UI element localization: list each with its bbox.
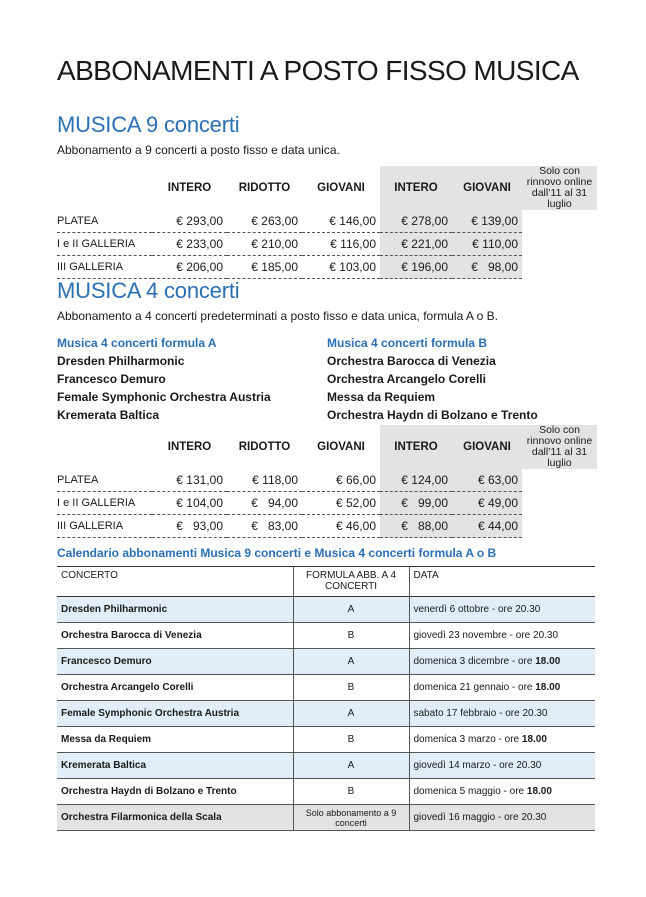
concert-formula: B xyxy=(293,675,409,701)
concert-name: Orchestra Arcangelo Corelli xyxy=(57,675,293,701)
online-note: Solo con rinnovo online dall’11 al 31 luglio xyxy=(522,425,597,469)
price-cell: € 293,00 xyxy=(152,210,227,233)
concert-date: domenica 3 dicembre - ore 18.00 xyxy=(409,649,595,675)
header-intero: INTERO xyxy=(167,182,212,194)
price-cell: € 103,00 xyxy=(302,256,380,279)
table-row xyxy=(57,753,595,779)
concert-name: Francesco Demuro xyxy=(57,649,293,675)
concert-date: sabato 17 febbraio - ore 20.30 xyxy=(409,701,595,727)
calendar-title: Calendario abbonamenti Musica 9 concerti e Musica 4 concerti formula A o B xyxy=(57,546,497,560)
concert-formula: A xyxy=(293,649,409,675)
table-row xyxy=(57,675,595,701)
price-cell: € 49,00 xyxy=(452,492,522,515)
list-item: Francesco Demuro xyxy=(57,372,166,386)
calendar-header-data: DATA xyxy=(409,567,595,597)
musica4-price-table xyxy=(57,425,597,538)
musica9-price-table xyxy=(57,166,597,279)
table-row xyxy=(57,805,595,831)
row-label: I e II GALLERIA xyxy=(57,233,152,256)
concert-name: Orchestra Barocca di Venezia xyxy=(57,623,293,649)
row-label: III GALLERIA xyxy=(57,515,152,538)
table-row xyxy=(57,727,595,753)
price-cell: € 66,00 xyxy=(302,469,380,492)
row-label: PLATEA xyxy=(57,210,152,233)
concert-formula: A xyxy=(293,597,409,623)
price-cell: € 221,00 xyxy=(380,233,452,256)
list-item: Female Symphonic Orchestra Austria xyxy=(57,390,271,404)
list-item: Orchestra Barocca di Venezia xyxy=(327,354,496,368)
table-row xyxy=(57,210,597,233)
row-label: PLATEA xyxy=(57,469,152,492)
header-intero-online: INTERO xyxy=(380,425,452,469)
list-item: Orchestra Arcangelo Corelli xyxy=(327,372,486,386)
list-item: Messa da Requiem xyxy=(327,390,436,404)
price-cell: € 263,00 xyxy=(227,210,302,233)
price-cell: € 124,00 xyxy=(380,469,452,492)
header-giovani-online: GIOVANI xyxy=(452,166,522,210)
concert-date: giovedì 14 marzo - ore 20.30 xyxy=(409,753,595,779)
online-note: Solo con rinnovo online dall’11 al 31 luglio xyxy=(522,166,597,210)
table-row xyxy=(57,623,595,649)
price-cell: € 116,00 xyxy=(302,233,380,256)
list-item: Dresden Philharmonic xyxy=(57,354,185,368)
price-cell: € 104,00 xyxy=(152,492,227,515)
concert-name: Messa da Requiem xyxy=(57,727,293,753)
musica4-title: MUSICA 4 concerti xyxy=(57,278,240,303)
price-cell: € 131,00 xyxy=(152,469,227,492)
price-cell: € 185,00 xyxy=(227,256,302,279)
formula-b-heading: Musica 4 concerti formula B xyxy=(327,336,488,350)
musica9-title: MUSICA 9 concerti xyxy=(57,112,240,137)
formula-a-list xyxy=(57,334,271,424)
row-label: I e II GALLERIA xyxy=(57,492,152,515)
concert-date: giovedì 23 novembre - ore 20.30 xyxy=(409,623,595,649)
calendar-table xyxy=(57,566,595,831)
table-row xyxy=(57,492,597,515)
musica4-description: Abbonamento a 4 concerti predeterminati a posto fisso e data unica, formula A o B. xyxy=(57,309,498,323)
price-cell: € 44,00 xyxy=(452,515,522,538)
concert-name: Female Symphonic Orchestra Austria xyxy=(57,701,293,727)
concert-formula: B xyxy=(293,623,409,649)
concert-formula: B xyxy=(293,727,409,753)
table-row xyxy=(57,779,595,805)
price-cell: € 146,00 xyxy=(302,210,380,233)
concert-name: Dresden Philharmonic xyxy=(57,597,293,623)
header-giovani-online: GIOVANI xyxy=(452,425,522,469)
list-item: Kremerata Baltica xyxy=(57,408,160,422)
header-giovani: GIOVANI xyxy=(317,182,365,194)
price-cell: € 63,00 xyxy=(452,469,522,492)
header-ridotto: RIDOTTO xyxy=(238,182,291,194)
page-title: ABBONAMENTI A POSTO FISSO MUSICA xyxy=(57,55,579,86)
header-intero-online: INTERO xyxy=(380,166,452,210)
price-cell: € 233,00 xyxy=(152,233,227,256)
price-cell: € 206,00 xyxy=(152,256,227,279)
price-cell: € 46,00 xyxy=(302,515,380,538)
concert-name: Kremerata Baltica xyxy=(57,753,293,779)
price-cell: € 196,00 xyxy=(380,256,452,279)
row-label: III GALLERIA xyxy=(57,256,152,279)
table-row xyxy=(57,233,597,256)
concert-formula: Solo abbonamento a 9 concerti xyxy=(293,805,409,831)
concert-date: domenica 5 maggio - ore 18.00 xyxy=(409,779,595,805)
table-row xyxy=(57,701,595,727)
price-cell: € 52,00 xyxy=(302,492,380,515)
price-cell: € 83,00 xyxy=(227,515,302,538)
concert-date: giovedì 16 maggio - ore 20.30 xyxy=(409,805,595,831)
table-row xyxy=(57,649,595,675)
price-cell: € 93,00 xyxy=(152,515,227,538)
formula-a-heading: Musica 4 concerti formula A xyxy=(57,336,217,350)
formula-b-list xyxy=(327,334,538,424)
price-cell: € 88,00 xyxy=(380,515,452,538)
header-giovani: GIOVANI xyxy=(317,441,365,453)
price-cell: € 278,00 xyxy=(380,210,452,233)
price-cell: € 210,00 xyxy=(227,233,302,256)
price-cell: € 139,00 xyxy=(452,210,522,233)
table-row xyxy=(57,469,597,492)
header-intero: INTERO xyxy=(167,441,212,453)
concert-formula: B xyxy=(293,779,409,805)
header-ridotto: RIDOTTO xyxy=(238,441,291,453)
musica9-description: Abbonamento a 9 concerti a posto fisso e data unica. xyxy=(57,143,340,157)
concert-date: venerdì 6 ottobre - ore 20.30 xyxy=(409,597,595,623)
table-row xyxy=(57,256,597,279)
concert-name: Orchestra Filarmonica della Scala xyxy=(57,805,293,831)
concert-formula: A xyxy=(293,701,409,727)
concert-name: Orchestra Haydn di Bolzano e Trento xyxy=(57,779,293,805)
table-row xyxy=(57,515,597,538)
concert-date: domenica 21 gennaio - ore 18.00 xyxy=(409,675,595,701)
price-cell: € 98,00 xyxy=(452,256,522,279)
list-item: Orchestra Haydn di Bolzano e Trento xyxy=(327,408,538,422)
table-row xyxy=(57,597,595,623)
calendar-header-concerto: CONCERTO xyxy=(57,567,293,597)
calendar-header-formula: FORMULA ABB. A 4 CONCERTI xyxy=(293,567,409,597)
concert-date: domenica 3 marzo - ore 18.00 xyxy=(409,727,595,753)
price-cell: € 110,00 xyxy=(452,233,522,256)
price-cell: € 99,00 xyxy=(380,492,452,515)
price-cell: € 118,00 xyxy=(227,469,302,492)
concert-formula: A xyxy=(293,753,409,779)
price-cell: € 94,00 xyxy=(227,492,302,515)
